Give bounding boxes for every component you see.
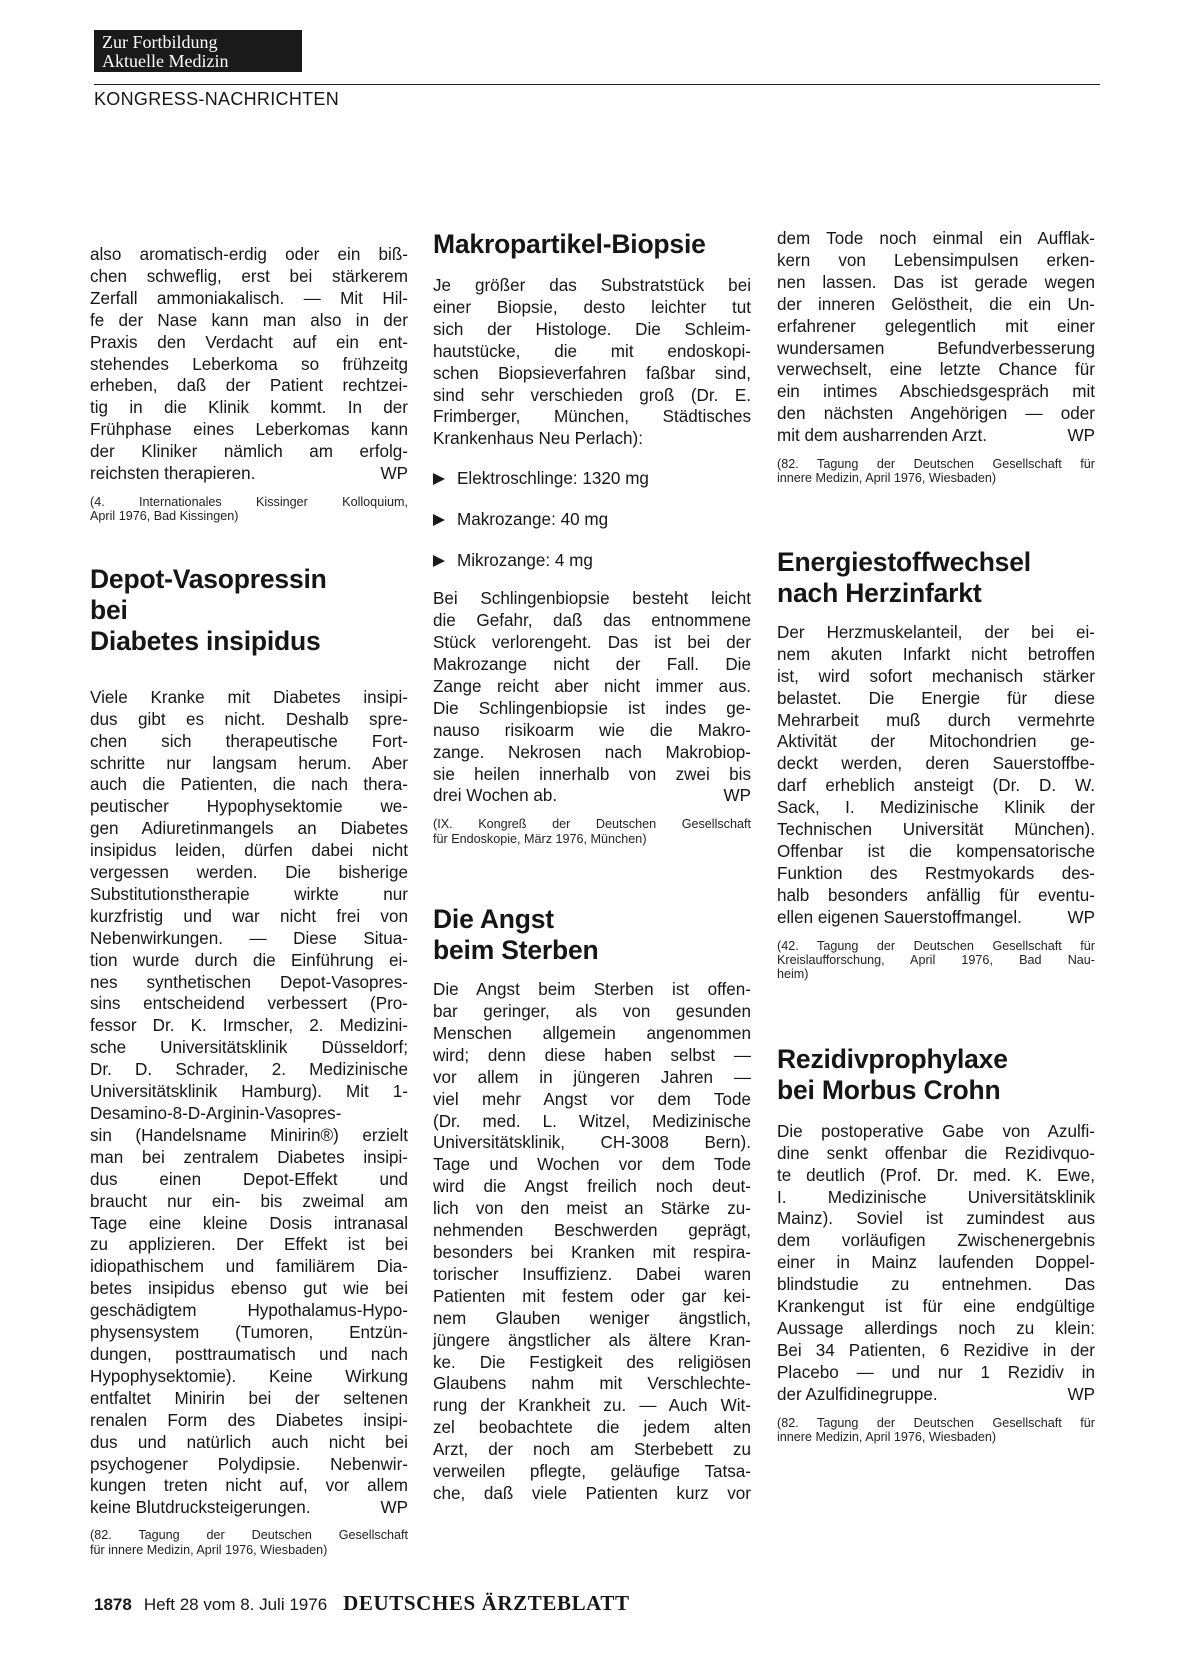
column-3 [777,229,1095,1444]
energie-source [777,939,1095,982]
text-line: also aromatisch-erdig oder ein biß- [90,245,408,264]
makro-body [433,275,751,428]
text-line: fessor Dr. K. Irmscher, 2. Medizini- [90,1016,408,1036]
text-line: Glaubens nahm mit Verschlechte- [433,1374,751,1394]
text-line: Zerfall ammoniakalisch. — Mit Hil- [90,288,408,308]
page-number: 1878 [94,1595,132,1614]
makro-article [433,229,751,846]
angst-continuation [777,228,1095,425]
text-line: blindstudie zu entnehmen. Das [777,1275,1095,1295]
header-rule [94,84,1100,85]
text-line: nem Glauben weniger ängstlich, [433,1308,751,1328]
text-line: (82. Tagung der Deutschen Gesellschaft für [777,1415,1095,1430]
angst-source [777,457,1095,486]
text-line: Die postoperative Gabe von Azulfi- [777,1121,1095,1141]
text-line: Menschen allgemein angenommen [433,1023,751,1043]
issue-info: Heft 28 vom 8. Juli 1976 [143,1595,328,1614]
author-signature: WP [1067,426,1095,446]
text-line: Stück verlorengeht. Das ist bei der [433,633,751,653]
text-line: rung der Krankheit zu. — Auch Wit- [433,1396,751,1416]
text-line: sin (Handelsname Minirin®) erzielt [90,1125,408,1145]
text-line: (82. Tagung der Deutschen Gesellschaft [90,1528,408,1543]
text-line: Tage und Wochen vor dem Tode [433,1155,751,1175]
text-line: Technischen Universität München). [777,820,1095,840]
text-line: Funktion des Restmyokards des- [777,863,1095,883]
bullet-triangle-icon [433,514,445,526]
text-line: I. Medizinische Universitätsklinik [777,1187,1095,1207]
text-line: Makrozange nicht der Fall. Die [433,654,751,674]
text-line: chen schweflig, erst bei stärkerem [90,266,408,286]
text-line: geschädigtem Hypothalamus-Hypo- [90,1301,408,1321]
text-line: sche Universitätsklinik Düsseldorf; [90,1038,408,1058]
depot-title [90,564,408,657]
text-line: für Endoskopie, März 1976, München) [433,831,647,846]
text-line: den nächsten Angehörigen — oder [777,404,1095,424]
text-line: Aussage allerdings noch zu klein: [777,1318,1095,1338]
rezidiv-title [777,1044,1095,1106]
text-line: Universitätsklinik, CH-3008 Bern). [433,1133,751,1153]
text-line: sind sehr verschieden groß (Dr. E. [433,385,751,405]
makro-last-line: Krankenhaus Neu Perlach): [433,429,643,449]
text-line: viel mehr Angst vor dem Tode [433,1089,751,1109]
text-line: Frühphase eines Leberkomas kann [90,420,408,440]
text-line: insipidus leiden, dürfen dabei nicht [90,841,408,861]
text-line: halb besonders anfällig für eventu- [777,885,1095,905]
author-signature: WP [380,464,408,484]
text-line: sie heilen innerhalb von zwei bis [433,764,751,784]
text-line: nen lassen. Das ist gerade wegen [777,272,1095,292]
angst-article [433,904,751,1505]
text-line: sich der Histologe. Die Schleim- [433,319,751,339]
text-line: physensystem (Tumoren, Entzün- [90,1323,408,1343]
text-line: (4. Internationales Kissinger Kolloquium, [90,494,408,509]
text-line: peutischer Hypophysektomie we- [90,797,408,817]
text-line: idiopathischem und familiärem Dia- [90,1257,408,1277]
rubric-line-1: Zur Fortbildung [102,32,218,52]
text-line: der inneren Gelöstheit, die ein Un- [777,294,1095,314]
bullet-item: Mikrozange: 4 mg [433,550,751,572]
rezidiv-article [777,1044,1095,1445]
bullet-item: Elektroschlinge: 1320 mg [433,468,751,490]
column-2 [433,229,751,1505]
makro-source [433,817,751,846]
text-line: Der Herzmuskelanteil, der bei ei- [777,622,1095,642]
text-line: Die Schlingenbiopsie ist indes ge- [433,698,751,718]
text-line: Zange reicht aber nicht immer aus. [433,676,751,696]
text-line: dem vorläufigen Zwischenergebnis [777,1231,1095,1251]
text-line: Kreislaufforschung, April 1976, Bad Nau- [777,952,1095,967]
text-line: einer in Mainz laufenden Doppel- [777,1253,1095,1273]
text-line: innere Medizin, April 1976, Wiesbaden) [777,1429,997,1444]
section-label: KONGRESS-NACHRICHTEN [94,89,340,109]
text-line: Placebo — und nur 1 Rezidiv in [777,1362,1095,1382]
page-footer [94,1591,630,1617]
text-line: dus gibt es nicht. Deshalb spre- [90,709,408,729]
author-signature: WP [723,786,751,806]
depot-body [90,687,408,1498]
intro-paragraph [90,244,408,463]
text-line: belastet. Die Energie für diese [777,688,1095,708]
text-line: man bei zentralem Diabetes insipi- [90,1147,408,1167]
text-line: Je größer das Substratstück bei [433,276,751,295]
text-line: kungen treten nicht auf, vor allem [90,1476,408,1496]
author-signature: WP [1067,1384,1095,1404]
title-line: Die Angst [433,904,554,935]
angst-body [433,979,751,1505]
title-line: nach Herzinfarkt [777,577,982,608]
rezidiv-source [777,1416,1095,1445]
energie-article [777,547,1095,982]
text-line: kurzfristig und war nicht frei von [90,906,408,926]
text-line: dus einen Depot-Effekt und [90,1169,408,1189]
text-line: deckt werden, deren Sauerstoffbe- [777,754,1095,774]
text-line: dus und natürlich auch nicht bei [90,1432,408,1452]
text-line: ist, wird sofort mechanisch stärker [777,666,1095,686]
text-line: innere Medizin, April 1976, Wiesbaden) [777,471,997,486]
author-signature: WP [1067,907,1095,927]
text-line: zu applizieren. Der Effekt ist bei [90,1235,408,1255]
text-line: April 1976, Bad Kissingen) [90,509,239,524]
text-line: Mehrarbeit muß durch vermehrte [777,710,1095,730]
text-line: tig in die Klinik kommt. In der [90,398,408,418]
text-line: erheben, daß der Patient rechtzei- [90,376,408,396]
angst-last-line: mit dem ausharrenden Arzt. WP [777,426,1095,446]
text-line: (Dr. med. L. Witzel, Medizinische [433,1111,751,1131]
depot-last-line: keine Blutdrucksteigerungen. WP [90,1498,408,1518]
text-line: nes synthetischen Depot-Vasopres- [90,972,408,992]
rezidiv-last-line: der Azulfidinegruppe. WP [777,1384,1095,1404]
title-line: bei [90,594,128,625]
bullet-triangle-icon [433,473,445,485]
text-line: Nebenwirkungen. — Diese Situa- [90,928,408,948]
bullet-triangle-icon [433,555,445,567]
text-line: Sack, I. Medizinische Klinik der [777,798,1095,818]
text-line: Dr. D. Schrader, 2. Medizinische [90,1060,408,1080]
text-line: bar geringer, als von gesunden [433,1002,751,1022]
text-line: Offenbar ist die kompensatorische [777,841,1095,861]
text-line: verweilen pflegte, geläufige Tatsa- [433,1462,751,1482]
text-line: braucht nur ein- bis zweimal am [90,1191,408,1211]
text-line: renalen Form des Diabetes insipi- [90,1410,408,1430]
intro-source [90,495,408,524]
journal-name: DEUTSCHES ÄRZTEBLATT [343,1591,630,1615]
text-line: (IX. Kongreß der Deutschen Gesellschaft [433,817,751,832]
text-line: besonders bei Kranken mit respira- [433,1243,751,1262]
text-line: einer Biopsie, desto leichter tut [433,297,751,317]
text-line: (42. Tagung der Deutschen Gesellschaft für [777,938,1095,953]
makro-body-2 [433,588,751,785]
text-line: für innere Medizin, April 1976, Wiesbaden) [90,1542,328,1557]
text-line: Substitutionstherapie wirkte nur [90,884,408,904]
text-line: torischer Insuffizienz. Dabei waren [433,1264,751,1284]
text-line: Bei Schlingenbiopsie besteht leicht [433,589,751,609]
rubric-line-2: Aktuelle Medizin [102,51,229,71]
text-line: chen sich therapeutische Fort- [90,731,408,751]
text-line: psychogener Polydipsie. Nebenwir- [90,1454,408,1474]
text-line: dem Tode noch einmal ein Aufflak- [777,229,1095,248]
text-line: heim) [777,967,809,982]
text-line: Patienten mit festem oder gar kei- [433,1286,751,1306]
rubric-label [94,30,302,72]
text-line: wird; denn diese haben selbst — [433,1045,751,1065]
intro-last-line: reichsten therapieren. WP [90,464,408,484]
angst-title [433,904,751,966]
text-line: wundersamen Befundverbesserung [777,338,1095,358]
text-line: kern von Lebensimpulsen erken- [777,250,1095,270]
text-line: stehendes Leberkoma so frühzeitg [90,354,408,374]
text-line: erfahrener gelegentlich mit einer [777,316,1095,336]
text-line: hautstücke, die mit endoskopi- [433,341,751,361]
text-line: nem akuten Infarkt nicht betroffen [777,644,1095,664]
text-line: gen Adiuretinmangels an Diabetes [90,819,408,839]
text-line: nehmenden Beschwerden geprägt, [433,1221,751,1241]
text-line: dungen, posttraumatisch und nach [90,1344,408,1364]
text-line: entfaltet Minirin bei der seltenen [90,1388,408,1408]
text-line: Aktivität der Mitochondrien ge- [777,732,1095,752]
text-line: die Gefahr, daß das entnommene [433,611,751,631]
text-line: Die Angst beim Sterben ist offen- [433,980,751,1000]
text-line: verwechselt, eine letzte Chance für [777,360,1095,380]
text-line: Hypophysektomie). Keine Wirkung [90,1366,408,1386]
text-line: schen Biopsieverfahren faßbar sind, [433,363,751,383]
rezidiv-body [777,1121,1095,1384]
text-line: Viele Kranke mit Diabetes insipi- [90,687,408,707]
makro-title: Makropartikel-Biopsie [433,229,706,259]
text-line: Praxis den Verdacht auf ein ent- [90,332,408,352]
title-line: Energiestoffwechsel [777,546,1031,577]
bullet-item: Makrozange: 40 mg [433,509,751,531]
energie-title [777,547,1095,609]
makro-bullet-list [433,468,751,572]
author-signature: WP [380,1498,408,1518]
text-line: wird die Angst freilich noch deut- [433,1177,751,1197]
text-line: te deutlich (Prof. Dr. med. K. Ewe, [777,1165,1095,1185]
makro-last-line-2: drei Wochen ab. WP [433,786,751,806]
text-line: tion wurde durch die Einführung ei- [90,950,408,970]
text-line: Desamino-8-D-Arginin-Vasopres- [90,1104,342,1123]
title-line: bei Morbus Crohn [777,1074,1001,1105]
text-line: schritte nur langsam herum. Aber [90,753,408,773]
energie-last-line: ellen eigenen Sauerstoffmangel. WP [777,907,1095,927]
text-line: Krankengut ist für eine endgültige [777,1297,1095,1317]
text-line: jüngere ängstlicher als ältere Kran- [433,1330,751,1350]
text-line: vor allem in jüngeren Jahren — [433,1067,751,1087]
text-line: Universitätsklinik Hamburg). Mit 1- [90,1082,408,1102]
text-line: lich von den meist an Stärke zu- [433,1199,751,1219]
depot-source [90,1528,408,1557]
text-line: der Kliniker nämlich am erfolg- [90,442,408,462]
text-line: dine senkt offenbar die Rezidivquo- [777,1143,1095,1163]
title-line: Rezidivprophylaxe [777,1043,1008,1074]
text-line: Mainz). Soviel ist zumindest aus [777,1209,1095,1229]
text-line: Arzt, der noch am Sterbebett zu [433,1440,751,1460]
energie-body [777,622,1095,907]
depot-article [90,564,408,1557]
title-line: Diabetes insipidus [90,625,321,656]
text-line: auch die Patienten, die nach thera- [90,775,408,795]
text-line: nauso risikoarm wie die Makro- [433,720,751,740]
text-line: Bei 34 Patienten, 6 Rezidive in der [777,1340,1095,1360]
text-line: che, daß viele Patienten kurz vor [433,1483,751,1503]
text-line: Tage eine kleine Dosis intranasal [90,1213,408,1233]
column-1 [90,244,408,1557]
text-line: zange. Nekrosen nach Makrobiop- [433,742,751,762]
text-line: sins entscheidend verbessert (Pro- [90,994,408,1014]
text-line: zel beobachtete die jedem alten [433,1418,751,1438]
text-line: ein intimes Abschiedsgespräch mit [777,382,1095,402]
text-line: (82. Tagung der Deutschen Gesellschaft für [777,457,1095,472]
text-line: darf erheblich ansteigt (Dr. D. W. [777,776,1095,796]
text-line: ke. Die Festigkeit des religiösen [433,1352,751,1372]
title-line: Depot-Vasopressin [90,563,327,594]
title-line: beim Sterben [433,935,599,966]
text-line: vergessen werden. Die bisherige [90,863,408,883]
text-line: fe der Nase kann man also in der [90,310,408,330]
text-line: Frimberger, München, Städtisches [433,407,751,427]
text-line: betes insipidus ebenso gut wie bei [90,1279,408,1299]
